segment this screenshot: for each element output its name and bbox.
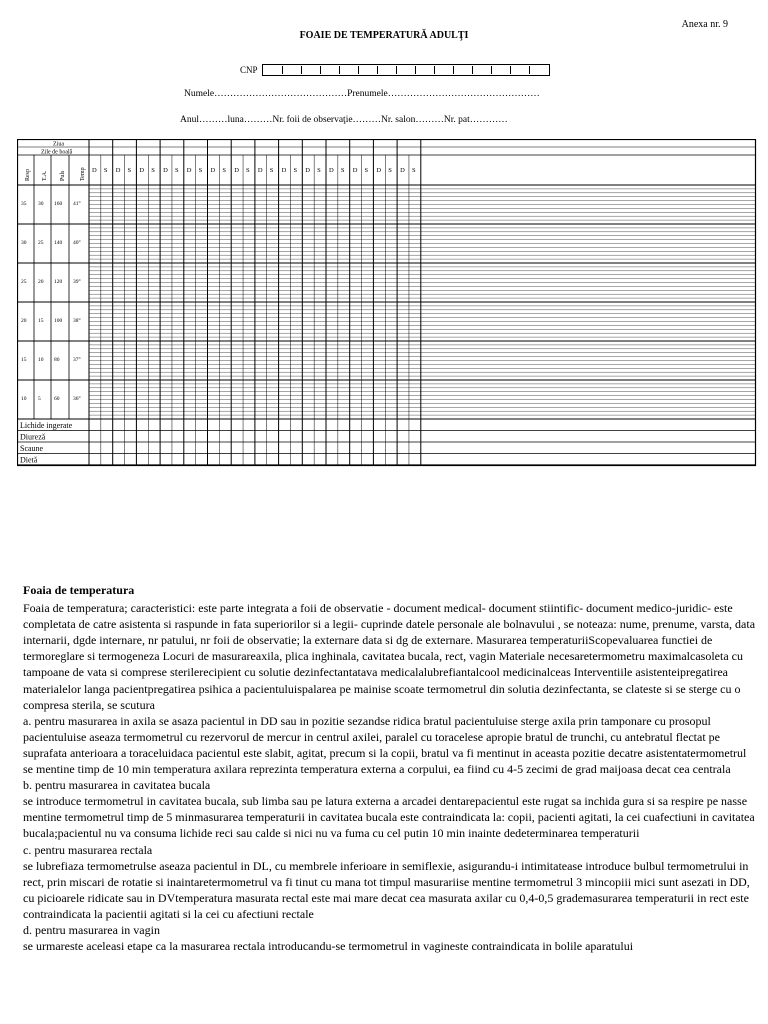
bottom-row-label: Dietă xyxy=(20,455,38,465)
ta-scale-value: 25 xyxy=(38,240,44,246)
article-paragraph: b. pentru masurarea in cavitatea bucala xyxy=(23,778,211,793)
morning-column-label: D xyxy=(139,167,145,174)
evening-column-label: S xyxy=(293,167,298,174)
bottom-row-label: Scaune xyxy=(20,444,44,453)
morning-column-label: D xyxy=(329,167,334,174)
ta-scale-value: 15 xyxy=(38,318,44,324)
resp-scale-value: 25 xyxy=(21,279,27,285)
article xyxy=(23,582,757,954)
resp-column-header: Resp xyxy=(25,169,31,181)
evening-column-label: S xyxy=(388,167,392,174)
article-paragraph: a. pentru masurarea in axila se asaza pacientul in DD sau in pozitie sezandse ridica bratul pacientuluise sterge axila prin tamponare cu prosopul pacientuluise aseaza termometrul cu rezervorul de mercur in centrul axilei, paralel cu toracelese apropie bratul de trunchi, cu antebratul flectat pe suprafata anterioara a toraceluidaca pacientul este slabit, agitat, precum si la copii, bratul va fi mentinut in aceasta pozitie decatre asistentatermometrul se mentine timp de 10 min temperatura axilara reprezinta temperatura externa a corpului, ea fiind cu 4-5 zecimi de grad maijoasa decat cea centrala xyxy=(23,713,747,777)
pulse-scale-value: 160 xyxy=(54,201,63,207)
temperature-scale-value: 39° xyxy=(73,279,81,285)
article-paragraph: d. pentru masurarea in vagin xyxy=(23,922,160,937)
article-heading: Foaia de temperatura xyxy=(23,583,135,597)
article-paragraph: c. pentru masurarea rectala xyxy=(23,842,153,857)
temperature-chart-grid xyxy=(17,139,757,495)
ta-scale-value: 10 xyxy=(38,357,44,363)
temperature-column-header: Temp xyxy=(80,167,86,181)
temperature-scale-value: 38° xyxy=(73,318,81,324)
temperature-scale-value: 36° xyxy=(73,396,81,402)
ta-scale-value: 20 xyxy=(38,279,44,285)
cnp-boxes xyxy=(262,64,550,76)
ta-scale-value: 30 xyxy=(38,201,44,207)
article-paragraph: Foaia de temperatura; caracteristici: este parte integrata a foii de observatie - document medical- document stiintific- document medico-juridic- este completata de catre asistenta si raspunde in fata superiorilor si a legii- cuprinde datele personale ale bolnavului , se noteaza: nume, prenume, varsta, data internarii, dgde internare, nr patului, nr foii de observatie; la externare data si dg de externare. Masurarea temperaturiiScopevaluarea functiei de termoreglare si termogeneza Locuri de masurareaxila, plica inghinala, cavitatea bucala, rect, vagin Materiale necesaretermometru maximalcasoleta cu tampoane de vata si comprese sterilerecipient cu solutie dezinfectantatava medicalalubrefiantalcool medicinalceas Interventiile asistenteipregatirea materialelor langa pacientpregatirea psihica a pacientuluispalarea pe mainise scoate termometrul din solutia dezinfectanta, se clateste si se sterge cu o compresa sterila, se scutura xyxy=(23,601,756,712)
morning-column-label: D xyxy=(400,167,405,174)
morning-column-label: D xyxy=(234,167,239,174)
temperature-scale-value: 40° xyxy=(73,240,81,246)
morning-column-label: D xyxy=(281,167,287,174)
year-line: Anul………luna………Nr. foii de observaţie………Nr. salon………Nr. pat………… xyxy=(180,115,508,125)
bottom-row-label: Lichide ingerate xyxy=(20,421,73,430)
cnp-label: CNP xyxy=(240,65,258,75)
article-paragraph: se urmareste aceleasi etape ca la masurarea rectala introducandu-se termometrul in vagineste contraindicata in bolile aparatului xyxy=(23,939,634,954)
ta-column-header: T.A. xyxy=(42,170,48,181)
morning-column-label: D xyxy=(92,167,97,174)
resp-scale-value: 15 xyxy=(21,357,27,363)
evening-column-label: S xyxy=(269,167,274,174)
article-paragraph: se introduce termometrul in cavitatea bucala, sub limba sau pe latura externa a arcadei dentarepacientul este rugat sa inchida gura si sa respire pe nasse mentine termometrul timp de 5 minmasurarea temperaturii in cavitatea bucala este contraindicata la: copii, pacienti agitati, la cei cuafectiuni in cavitatea bucala;pacientul nu va consuma lichide reci sau calde si nici nu va fuma cu cel putin 10 min inainte dedeterminarea temperaturii xyxy=(23,794,755,841)
morning-column-label: D xyxy=(305,167,311,174)
ta-scale-value: 5 xyxy=(38,396,41,402)
evening-column-label: S xyxy=(340,167,345,174)
pulse-scale-value: 100 xyxy=(54,318,63,324)
temperature-scale-value: 41° xyxy=(73,201,81,207)
evening-column-label: S xyxy=(127,167,132,174)
pulse-scale-value: 80 xyxy=(54,357,60,363)
resp-scale-value: 30 xyxy=(21,240,27,246)
pulse-column-header: Puls xyxy=(60,170,66,181)
evening-column-label: S xyxy=(411,167,416,174)
annex-number: Anexa nr. 9 xyxy=(681,19,728,30)
evening-column-label: S xyxy=(103,167,108,174)
evening-column-label: S xyxy=(317,167,321,174)
morning-column-label: D xyxy=(210,167,216,174)
resp-scale-value: 20 xyxy=(21,318,27,324)
evening-column-label: S xyxy=(364,167,369,174)
pulse-scale-value: 140 xyxy=(54,240,63,246)
header-illness-days-label: Zile de boală xyxy=(41,149,73,156)
morning-column-label: D xyxy=(115,167,121,174)
resp-scale-value: 35 xyxy=(21,201,27,207)
cnp-field xyxy=(240,64,550,76)
form-title: FOAIE DE TEMPERATURĂ ADULŢI xyxy=(299,30,469,41)
pulse-scale-value: 60 xyxy=(54,396,60,402)
pulse-scale-value: 120 xyxy=(54,279,63,285)
evening-column-label: S xyxy=(198,167,203,174)
morning-column-label: D xyxy=(163,167,168,174)
morning-column-label: D xyxy=(257,167,263,174)
header-day-label: Ziua xyxy=(53,141,64,148)
evening-column-label: S xyxy=(174,167,179,174)
bottom-row-label: Diureză xyxy=(20,432,46,442)
evening-column-label: S xyxy=(222,167,226,174)
article-paragraph: se lubrefiaza termometrulse aseaza pacientul in DL, cu membrele inferioare in semiflexie, asigurandu-i intimitatease introduce bulbul termometrului in rect, prin miscari de rotatie si inaintaretermometrul va fi tinut cu mana tot timpul masurariise mentine termometrul 3 mincopiii mici sunt asezati in DD, cu picioarele ridicate sau in DVtemperatura masurata rectal este mai mare decat cea masurata axilar cu 0,4-0,5 grademasurarea temperaturii in rect este contraindicata la pacientii agitati si la cei cu afectiuni rectale xyxy=(23,858,750,921)
morning-column-label: D xyxy=(186,167,192,174)
evening-column-label: S xyxy=(151,167,155,174)
temperature-scale-value: 37° xyxy=(73,357,81,363)
evening-column-label: S xyxy=(246,167,250,174)
name-line: Numele……………………………………Prenumele………………………………………… xyxy=(184,89,540,99)
morning-column-label: D xyxy=(376,167,382,174)
resp-scale-value: 10 xyxy=(21,396,27,402)
morning-column-label: D xyxy=(352,167,358,174)
